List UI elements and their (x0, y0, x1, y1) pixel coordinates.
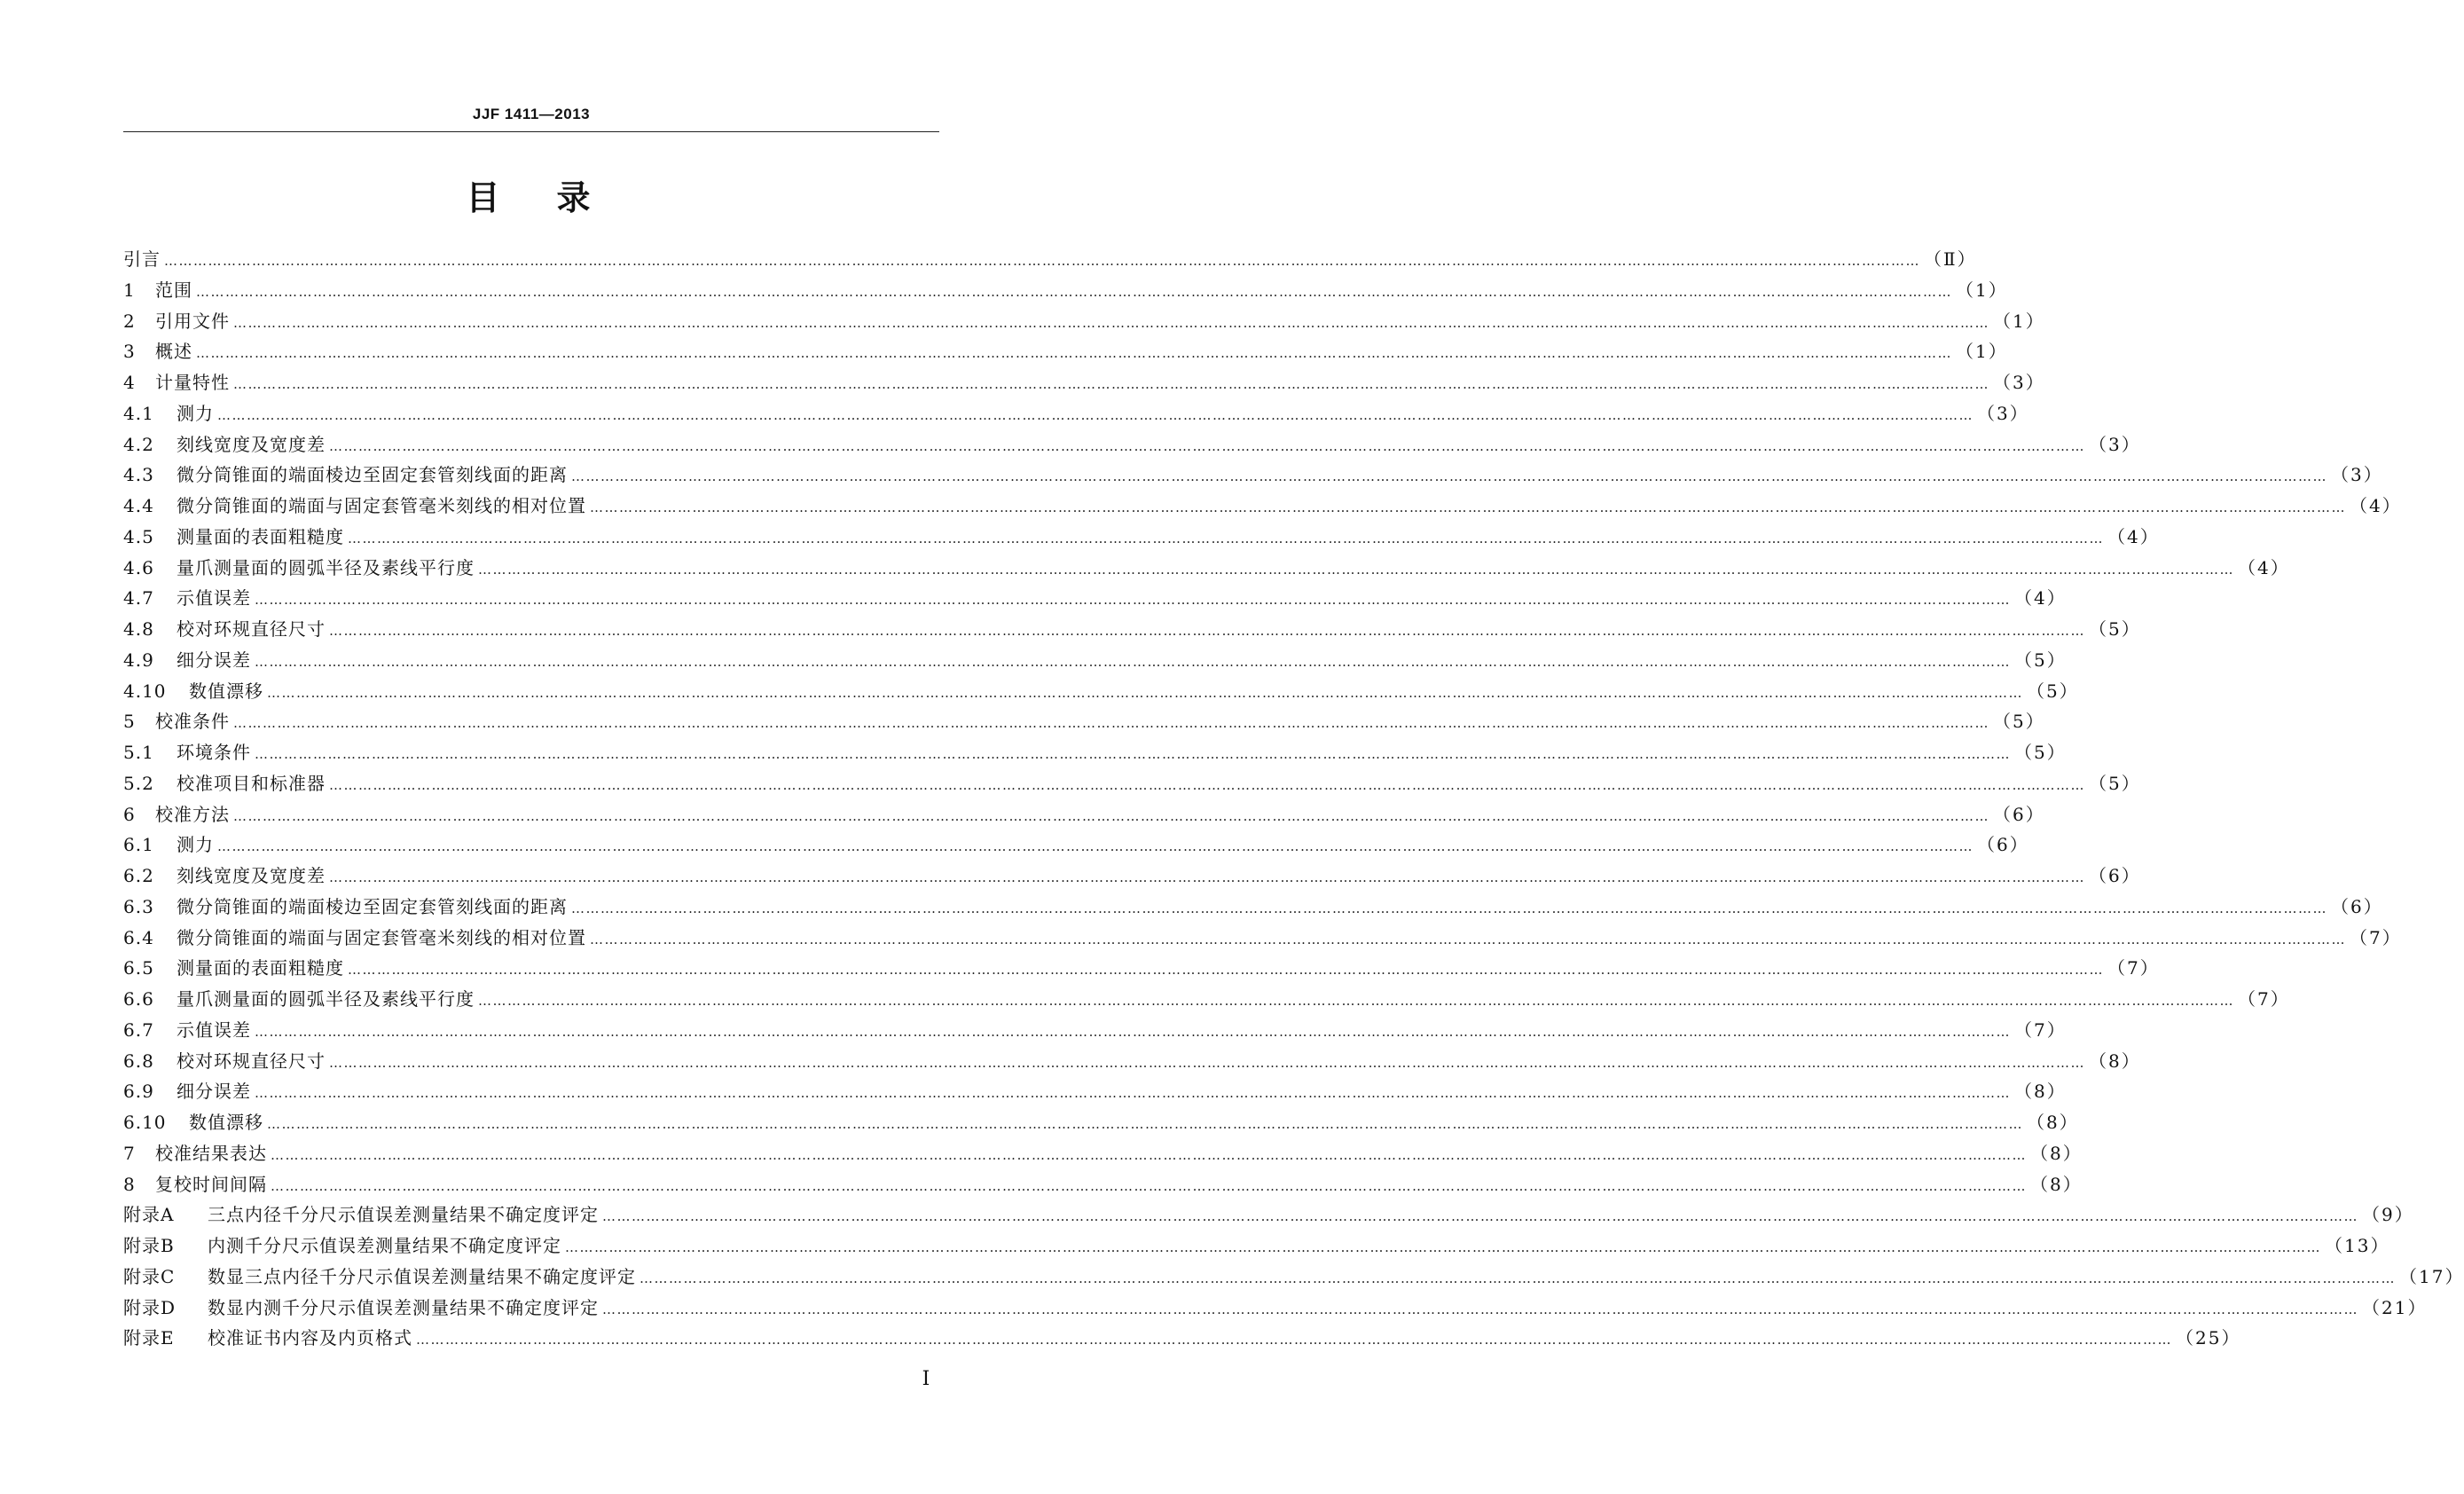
toc-entry-page: （1） (1956, 279, 2008, 301)
page-title: 目录 (466, 178, 647, 217)
toc-entry-title: 微分筒锥面的端面棱边至固定套管刻线面的距离 (177, 464, 568, 486)
toc-entry-title: 校对环规直径尺寸 (177, 1050, 326, 1072)
toc-entry-number: 附录C (123, 1265, 176, 1287)
toc-entry-number: 附录B (123, 1235, 175, 1256)
toc-entry-page: （6） (1993, 803, 2045, 825)
toc-entry-number: 4.1 (123, 402, 154, 424)
toc-entry-page: （21） (2362, 1296, 2428, 1318)
toc-entry-number: 6.6 (123, 988, 154, 1010)
toc-leader-dots: ……………………………………………………………………………………………………………………………………………………………………………………………………………………………………………………………………………………………………………………………… (602, 1301, 2358, 1317)
toc-entry-number: 5.1 (123, 742, 154, 763)
toc-entry-title: 测力 (177, 834, 214, 856)
toc-entry-number: 3 (123, 341, 136, 363)
toc-leader-dots: ……………………………………………………………………………………………………………………………………………………………………………………………………………………………………………………………………………………………………………………………… (416, 1332, 2172, 1349)
toc-entry-title: 数显三点内径千分尺示值误差测量结果不确定度评定 (208, 1265, 636, 1287)
toc-entry-title: 微分筒锥面的端面与固定套管毫米刻线的相对位置 (177, 926, 586, 948)
toc-entry-number: 4.7 (123, 587, 154, 609)
toc-entry[interactable] (123, 584, 2067, 615)
toc-entry-page: （3） (1977, 402, 2029, 424)
toc-leader-dots: ……………………………………………………………………………………………………………………………………………………………………………………………………………………………………………………………………………………………………………………………… (571, 900, 2327, 916)
toc-entry-number: 4.5 (123, 525, 154, 547)
toc-entry[interactable] (123, 861, 2141, 892)
toc-entry-title: 量爪测量面的圆弧半径及素线平行度 (177, 988, 475, 1010)
toc-entry-number: 4.4 (123, 495, 154, 516)
toc-entry-page: （5） (2089, 772, 2141, 794)
toc-entry-number: 4.8 (123, 618, 154, 640)
toc-entry-page: （9） (2362, 1204, 2414, 1226)
toc-leader-dots: ……………………………………………………………………………………………………………………………………………………………………………………………………………………………………………………………………………………………………………………………… (267, 1116, 2023, 1132)
toc-entry-title: 细分误差 (177, 1081, 251, 1103)
toc-entry-number: 4.10 (123, 680, 167, 702)
toc-entry-title: 引用文件 (155, 310, 230, 332)
toc-entry-page: （25） (2176, 1327, 2241, 1349)
toc-entry[interactable] (123, 337, 2008, 368)
toc-entry-page: （8） (2030, 1173, 2083, 1195)
toc-leader-dots: ……………………………………………………………………………………………………………………………………………………………………………………………………………………………………………………………………………………………………………………………… (329, 776, 2085, 793)
toc-entry-page: （5） (1993, 711, 2045, 733)
toc-entry-number: 附录D (123, 1296, 177, 1318)
toc-leader-dots: ……………………………………………………………………………………………………………………………………………………………………………………………………………………………………………………………………………………………………………………………… (233, 376, 1989, 392)
toc-entry-page: （6） (2331, 895, 2383, 917)
toc-leader-dots: ……………………………………………………………………………………………………………………………………………………………………………………………………………………………………………………………………………………………………………………………… (571, 468, 2327, 485)
toc-entry-page: （8） (2030, 1142, 2083, 1164)
toc-leader-dots: ……………………………………………………………………………………………………………………………………………………………………………………………………………………………………………………………………………………………………………………………… (233, 807, 1989, 824)
toc-leader-dots: ……………………………………………………………………………………………………………………………………………………………………………………………………………………………………………………………………………………………………………………………… (348, 530, 2104, 546)
toc-entry-page: （4） (2238, 556, 2290, 578)
toc-leader-dots: ……………………………………………………………………………………………………………………………………………………………………………………………………………………………………………………………………………………………………………………………… (233, 715, 1989, 732)
toc-leader-dots: ……………………………………………………………………………………………………………………………………………………………………………………………………………………………………………………………………………………………………………………………… (329, 869, 2085, 885)
toc-entry-title: 测力 (177, 402, 214, 424)
toc-entry[interactable] (123, 491, 2402, 523)
table-of-contents (123, 245, 2464, 1355)
toc-entry-page: （8） (2027, 1112, 2079, 1133)
toc-leader-dots: ……………………………………………………………………………………………………………………………………………………………………………………………………………………………………………………………………………………………………………………………… (267, 684, 2023, 701)
toc-leader-dots: ……………………………………………………………………………………………………………………………………………………………………………………………………………………………………………………………………………………………………………………………… (478, 993, 2234, 1009)
toc-entry[interactable] (123, 830, 2029, 861)
toc-entry[interactable] (123, 1170, 2083, 1201)
toc-entry-number: 4.9 (123, 649, 154, 671)
toc-entry-title: 微分筒锥面的端面与固定套管毫米刻线的相对位置 (177, 495, 586, 516)
toc-entry-number: 6.5 (123, 957, 154, 979)
toc-entry-page: （5） (2089, 618, 2141, 640)
toc-leader-dots: ……………………………………………………………………………………………………………………………………………………………………………………………………………………………………………………………………………………………………………………………… (565, 1239, 2321, 1255)
toc-entry[interactable] (123, 399, 2029, 430)
toc-leader-dots: ……………………………………………………………………………………………………………………………………………………………………………………………………………………………………………………………………………………………………………………………… (590, 931, 2346, 948)
toc-entry-title: 示值误差 (177, 587, 251, 609)
toc-entry-number: 6.2 (123, 865, 154, 886)
toc-entry-title: 微分筒锥面的端面棱边至固定套管刻线面的距离 (177, 895, 568, 917)
toc-leader-dots: ……………………………………………………………………………………………………………………………………………………………………………………………………………………………………………………………………………………………………………………………… (271, 1146, 2027, 1163)
toc-entry[interactable] (123, 460, 2383, 491)
toc-leader-dots: ……………………………………………………………………………………………………………………………………………………………………………………………………………………………………………………………………………………………………………………………… (271, 1177, 2027, 1194)
toc-entry[interactable] (123, 368, 2045, 399)
toc-entry-title: 量爪测量面的圆弧半径及素线平行度 (177, 556, 475, 578)
toc-leader-dots: ……………………………………………………………………………………………………………………………………………………………………………………………………………………………………………………………………………………………………………………………… (348, 962, 2104, 979)
toc-entry-number: 6.9 (123, 1081, 154, 1103)
toc-entry[interactable] (123, 1231, 2390, 1262)
toc-entry[interactable] (123, 924, 2402, 955)
toc-entry[interactable] (123, 954, 2160, 985)
toc-leader-dots: ……………………………………………………………………………………………………………………………………………………………………………………………………………………………………………………………………………………………………………………………… (602, 1208, 2358, 1225)
toc-leader-dots: ……………………………………………………………………………………………………………………………………………………………………………………………………………………………………………………………………………………………………………………………… (196, 283, 1952, 300)
toc-entry-number: 6.10 (123, 1112, 167, 1133)
toc-entry-number: 5.2 (123, 772, 154, 794)
toc-entry[interactable] (123, 1324, 2241, 1355)
toc-leader-dots: ……………………………………………………………………………………………………………………………………………………………………………………………………………………………………………………………………………………………………………………………… (255, 1023, 2011, 1040)
toc-leader-dots: ……………………………………………………………………………………………………………………………………………………………………………………………………………………………………………………………………………………………………………………………… (478, 561, 2234, 578)
toc-entry[interactable] (123, 1139, 2083, 1170)
toc-entry-page: （5） (2014, 742, 2067, 763)
toc-entry-title: 三点内径千分尺示值误差测量结果不确定度评定 (208, 1204, 599, 1226)
running-header: JJF 1411—2013 (472, 106, 591, 122)
toc-entry-page: （8） (2089, 1050, 2141, 1072)
toc-entry-title: 校准结果表达 (155, 1142, 267, 1164)
toc-entry[interactable] (123, 1047, 2141, 1078)
toc-entry-number: 4.3 (123, 464, 154, 486)
toc-entry-page: （7） (2014, 1018, 2067, 1041)
toc-entry-number: 2 (123, 310, 136, 332)
toc-entry-title: 数显内测千分尺示值误差测量结果不确定度评定 (208, 1296, 599, 1318)
toc-entry[interactable] (123, 1293, 2428, 1325)
toc-entry-page: （7） (2107, 957, 2160, 979)
toc-entry-title: 校准证书内容及内页格式 (208, 1327, 412, 1349)
toc-entry-number: 附录E (123, 1327, 175, 1349)
page-folio: Ⅰ (922, 1368, 930, 1390)
toc-entry-title: 校准条件 (155, 711, 230, 733)
toc-entry[interactable] (123, 1262, 2464, 1293)
toc-entry[interactable] (123, 307, 2045, 338)
toc-leader-dots: ……………………………………………………………………………………………………………………………………………………………………………………………………………………………………………………………………………………………………………………………… (255, 592, 2011, 609)
toc-entry-page: （Ⅱ） (1924, 248, 1977, 270)
toc-entry[interactable] (123, 615, 2141, 646)
toc-entry-page: （4） (2107, 525, 2160, 547)
toc-entry[interactable] (123, 800, 2045, 831)
toc-entry-page: （1） (1993, 310, 2045, 332)
toc-entry-number: 1 (123, 279, 136, 301)
toc-entry[interactable] (123, 1016, 2067, 1047)
toc-entry-page: （6） (1977, 834, 2029, 856)
toc-leader-dots: ……………………………………………………………………………………………………………………………………………………………………………………………………………………………………………………………………………………………………………………………… (233, 314, 1989, 331)
toc-entry-page: （17） (2399, 1265, 2464, 1287)
toc-entry[interactable] (123, 738, 2067, 769)
toc-entry-title: 测量面的表面粗糙度 (177, 957, 344, 979)
toc-entry-title: 环境条件 (177, 742, 251, 763)
toc-entry[interactable] (123, 1108, 2079, 1139)
toc-leader-dots: ……………………………………………………………………………………………………………………………………………………………………………………………………………………………………………………………………………………………………………………………… (329, 1054, 2085, 1071)
toc-entry-page: （3） (2089, 433, 2141, 455)
toc-entry[interactable] (123, 707, 2045, 738)
toc-entry-title: 内测千分尺示值误差测量结果不确定度评定 (208, 1235, 561, 1256)
toc-entry-title: 概述 (155, 341, 192, 363)
toc-entry-number: 附录A (123, 1204, 175, 1226)
toc-entry-number: 4.6 (123, 556, 154, 578)
toc-entry-page: （3） (1993, 372, 2045, 393)
toc-leader-dots: ……………………………………………………………………………………………………………………………………………………………………………………………………………………………………………………………………………………………………………………………… (217, 406, 1974, 423)
toc-leader-dots: ……………………………………………………………………………………………………………………………………………………………………………………………………………………………………………………………………………………………………………………………… (217, 838, 1974, 855)
toc-entry-page: （1） (1956, 341, 2008, 363)
toc-leader-dots: ……………………………………………………………………………………………………………………………………………………………………………………………………………………………………………………………………………………………………………………………… (329, 437, 2085, 454)
toc-entry-title: 引言 (123, 248, 161, 270)
toc-entry-title: 范围 (155, 279, 192, 301)
toc-entry-number: 6 (123, 803, 136, 825)
toc-entry-number: 4 (123, 372, 136, 393)
toc-entry-number: 6.4 (123, 926, 154, 948)
toc-entry-page: （7） (2350, 926, 2402, 948)
toc-entry[interactable] (123, 523, 2160, 554)
header-rule (123, 131, 939, 132)
toc-entry-title: 数值漂移 (189, 680, 263, 702)
toc-entry-number: 6.7 (123, 1018, 154, 1041)
toc-entry-page: （13） (2325, 1235, 2390, 1256)
toc-entry[interactable] (123, 677, 2079, 708)
toc-entry[interactable] (123, 1077, 2067, 1108)
toc-entry[interactable] (123, 276, 2008, 307)
toc-entry-page: （4） (2014, 587, 2067, 609)
toc-entry-title: 测量面的表面粗糙度 (177, 525, 344, 547)
toc-entry-number: 8 (123, 1173, 136, 1195)
toc-entry-page: （7） (2238, 988, 2290, 1010)
toc-entry-page: （6） (2089, 865, 2141, 886)
toc-leader-dots: ……………………………………………………………………………………………………………………………………………………………………………………………………………………………………………………………………………………………………………………………… (255, 746, 2011, 762)
toc-leader-dots: ……………………………………………………………………………………………………………………………………………………………………………………………………………………………………………………………………………………………………………………………… (590, 499, 2346, 515)
toc-entry[interactable] (123, 985, 2290, 1016)
toc-leader-dots: ……………………………………………………………………………………………………………………………………………………………………………………………………………………………………………………………………………………………………………………………… (255, 653, 2011, 670)
toc-entry-page: （3） (2331, 464, 2383, 486)
toc-entry-title: 校对环规直径尺寸 (177, 618, 326, 640)
toc-entry-page: （8） (2014, 1081, 2067, 1103)
toc-entry[interactable] (123, 1200, 2414, 1231)
toc-entry-title: 校准方法 (155, 803, 230, 825)
toc-entry-number: 4.2 (123, 433, 154, 455)
toc-leader-dots: ……………………………………………………………………………………………………………………………………………………………………………………………………………………………………………………………………………………………………………………………… (255, 1085, 2011, 1102)
toc-entry[interactable] (123, 892, 2383, 924)
toc-entry-number: 7 (123, 1142, 136, 1164)
toc-entry-number: 5 (123, 711, 136, 733)
toc-entry-title: 刻线宽度及宽度差 (177, 433, 326, 455)
toc-entry-title: 细分误差 (177, 649, 251, 671)
toc-entry-title: 数值漂移 (189, 1112, 263, 1133)
toc-entry-title: 刻线宽度及宽度差 (177, 865, 326, 886)
toc-entry-page: （5） (2014, 649, 2067, 671)
toc-entry-page: （5） (2027, 680, 2079, 702)
toc-leader-dots: ……………………………………………………………………………………………………………………………………………………………………………………………………………………………………………………………………………………………………………………………… (640, 1270, 2396, 1286)
toc-leader-dots: ……………………………………………………………………………………………………………………………………………………………………………………………………………………………………………………………………………………………………………………………… (196, 345, 1952, 362)
toc-entry[interactable] (123, 769, 2141, 800)
toc-entry[interactable] (123, 554, 2290, 585)
toc-leader-dots: ……………………………………………………………………………………………………………………………………………………………………………………………………………………………………………………………………………………………………………………………… (329, 623, 2085, 639)
toc-entry-title: 计量特性 (155, 372, 230, 393)
toc-leader-dots: ……………………………………………………………………………………………………………………………………………………………………………………………………………………………………………………………………………………………………………………………… (164, 253, 1920, 269)
toc-entry[interactable] (123, 245, 1977, 276)
toc-entry-title: 复校时间间隔 (155, 1173, 267, 1195)
toc-entry[interactable] (123, 646, 2067, 677)
toc-entry-number: 6.3 (123, 895, 154, 917)
toc-entry-number: 6.8 (123, 1050, 154, 1072)
toc-entry[interactable] (123, 430, 2141, 461)
toc-entry-page: （4） (2350, 495, 2402, 516)
toc-entry-title: 示值误差 (177, 1018, 251, 1041)
toc-entry-title: 校准项目和标准器 (177, 772, 326, 794)
toc-entry-number: 6.1 (123, 834, 154, 856)
